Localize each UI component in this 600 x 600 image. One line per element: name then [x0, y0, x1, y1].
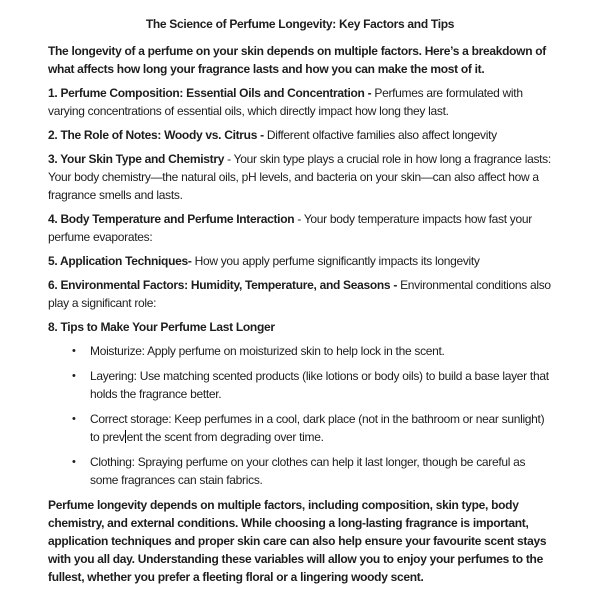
section-4-label: 4. Body Temperature and Perfume Interaction [48, 212, 295, 226]
bullet-icon: • [72, 370, 76, 382]
section-4-text: - Your body temperature impacts how fast your perfume evaporates: [48, 212, 532, 244]
section-5-text: How you apply perfume significantly impacts its longevity [191, 254, 480, 268]
section-6-text: Environmental conditions also play a significant role: [48, 278, 551, 310]
document-title[interactable]: The Science of Perfume Longevity: Key Factors and Tips [145, 17, 455, 31]
section-5-paragraph[interactable] [48, 252, 552, 270]
tips-list [48, 342, 552, 489]
section-1-text: Perfumes are formulated with varying concentrations of essential oils, which directly impact how long they last. [48, 86, 523, 118]
section-2-label: 2. The Role of Notes: Woody vs. Citrus - [48, 128, 264, 142]
section-3-label: 3. Your Skin Type and Chemistry [48, 152, 225, 166]
section-2-text: Different olfactive families also affect longevity [263, 128, 497, 142]
tip-layering-text: Layering: Use matching scented products (like lotions or body oils) to build a base layer that holds the fragrance better. [90, 369, 549, 401]
tip-storage-text-before-cursor: Correct storage: Keep perfumes in a cool, dark place (not in the bathroom or near sunlight) to prev [90, 412, 545, 444]
tip-item-storage[interactable] [72, 410, 552, 446]
section-3-text: - Your skin type plays a crucial role in how long a fragrance lasts: Your body chemistry—the natural oils, pH levels, and bacteria on your skin—can also affect how a fragrance smells and lasts. [48, 152, 551, 202]
bullet-icon: • [72, 456, 76, 468]
tip-item-layering[interactable] [72, 367, 552, 403]
tip-item-moisturize[interactable] [72, 342, 552, 360]
closing-paragraph[interactable]: Perfume longevity depends on multiple factors, including composition, skin type, body chemistry, and external conditions. While choosing a long-lasting fragrance is important, application techniques and proper skin care can also help ensure your favourite scent stays with you all day. Understanding these variables will allow you to enjoy your perfumes to the fullest, whether you prefer a fleeting floral or a lingering woody scent. [48, 498, 547, 584]
section-2-paragraph[interactable] [48, 126, 552, 144]
bullet-icon: • [72, 345, 76, 357]
section-1-paragraph[interactable] [48, 84, 552, 120]
section-4-paragraph[interactable] [48, 210, 552, 246]
section-6-paragraph[interactable] [48, 276, 552, 312]
tip-item-clothing[interactable] [72, 453, 552, 489]
section-3-paragraph[interactable] [48, 150, 552, 204]
intro-paragraph[interactable]: The longevity of a perfume on your skin depends on multiple factors. Here’s a breakdown of what affects how long your fragrance lasts and how you can make the most of it. [48, 44, 546, 76]
section-5-label: 5. Application Techniques- [48, 254, 192, 268]
bullet-icon: • [72, 413, 76, 425]
tip-moisturize-text: Moisturize: Apply perfume on moisturized skin to help lock in the scent. [90, 344, 445, 358]
section-6-label: 6. Environmental Factors: Humidity, Temperature, and Seasons - [48, 278, 398, 292]
section-1-label: 1. Perfume Composition: Essential Oils and Concentration - [48, 86, 372, 100]
tips-heading[interactable]: 8. Tips to Make Your Perfume Last Longer [48, 320, 275, 334]
tip-storage-text-after-cursor: ent the scent from degrading over time. [126, 430, 324, 444]
tip-clothing-text: Clothing: Spraying perfume on your clothes can help it last longer, though be careful as some fragrances can stain fabrics. [90, 455, 526, 487]
